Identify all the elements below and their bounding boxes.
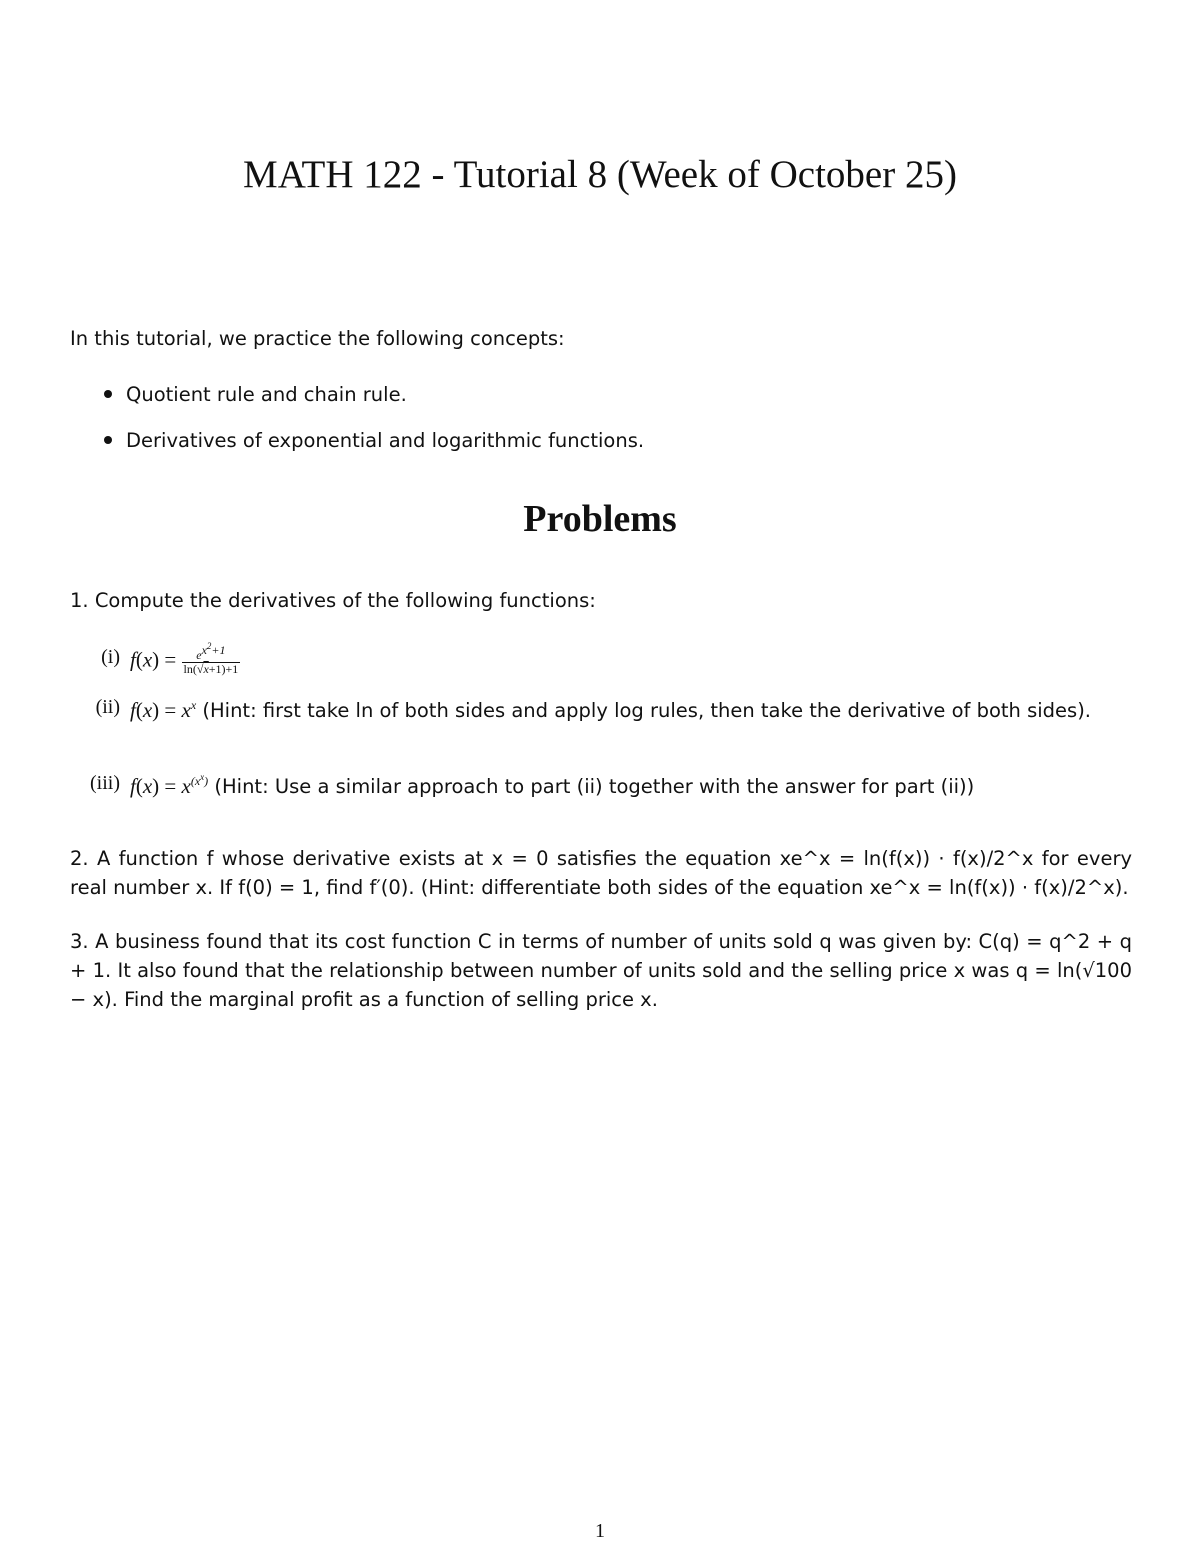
intro-text: In this tutorial, we practice the following concepts: bbox=[70, 327, 565, 350]
bullet-text: Derivatives of exponential and logarithmic functions. bbox=[126, 429, 645, 452]
hint-text: (Hint: first take ln of both sides and apply log rules, then take the derivative of both sides). bbox=[202, 699, 1092, 722]
part-text: $f(x) = x^{(x^x)}$ (Hint: Use a similar approach to part (ii) together with the answer for part (ii)) bbox=[130, 772, 975, 798]
problem-number: 3. bbox=[70, 930, 89, 953]
bullet-icon bbox=[104, 390, 112, 398]
bullet-text: Quotient rule and chain rule. bbox=[126, 383, 407, 406]
problem-statement: Compute the derivatives of the following functions: bbox=[94, 589, 596, 612]
bullet-icon bbox=[104, 436, 112, 444]
fraction: $\frac{e^{x^2+1}}{\ln(√x+1)+1}$ bbox=[183, 641, 239, 676]
page-title: MATH 122 - Tutorial 8 (Week of October 25) bbox=[243, 153, 957, 196]
part-label: (iii) bbox=[90, 772, 120, 794]
problem-1-text bbox=[70, 586, 596, 615]
problem-number: 2. bbox=[70, 847, 89, 870]
page-number: 1 bbox=[595, 1520, 605, 1542]
part-label: (i) bbox=[101, 646, 120, 668]
problem-2-text bbox=[70, 844, 1132, 902]
problem-statement: A business found that its cost function C in terms of number of units sold q was given by: C(q) = q^2 + q + 1. It also found that the relationship between number of units sold and the selling price x was q = ln(√100 − x). Find the marginal profit as a function of selling price x. bbox=[70, 930, 1132, 1011]
problem-statement: A function f whose derivative exists at x = 0 satisfies the equation xe^x = ln(f(x)) · f(x)/2^x for every real number x. If f(0) = 1, find f′(0). (Hint: differentiate both sides of the equation xe^x = ln(f(x)) · f(x)/2^x). bbox=[70, 847, 1132, 899]
part-text: $f(x) = x^x$ (Hint: first take ln of both sides and apply log rules, then take the derivative of both sides). bbox=[130, 698, 1092, 722]
problem-3-text bbox=[70, 927, 1132, 1014]
list-item bbox=[104, 383, 407, 406]
hint-text: (Hint: Use a similar approach to part (ii) together with the answer for part (ii)) bbox=[214, 775, 975, 798]
problem-number: 1. bbox=[70, 589, 89, 612]
part-formula: f(x) = $\frac{e^{x^2+1}}{\ln(√x+1)+1}$ bbox=[130, 641, 239, 676]
list-item bbox=[104, 429, 644, 452]
problem-1-part-i bbox=[70, 641, 1130, 686]
section-heading: Problems bbox=[523, 498, 677, 540]
part-label: (ii) bbox=[95, 696, 120, 718]
